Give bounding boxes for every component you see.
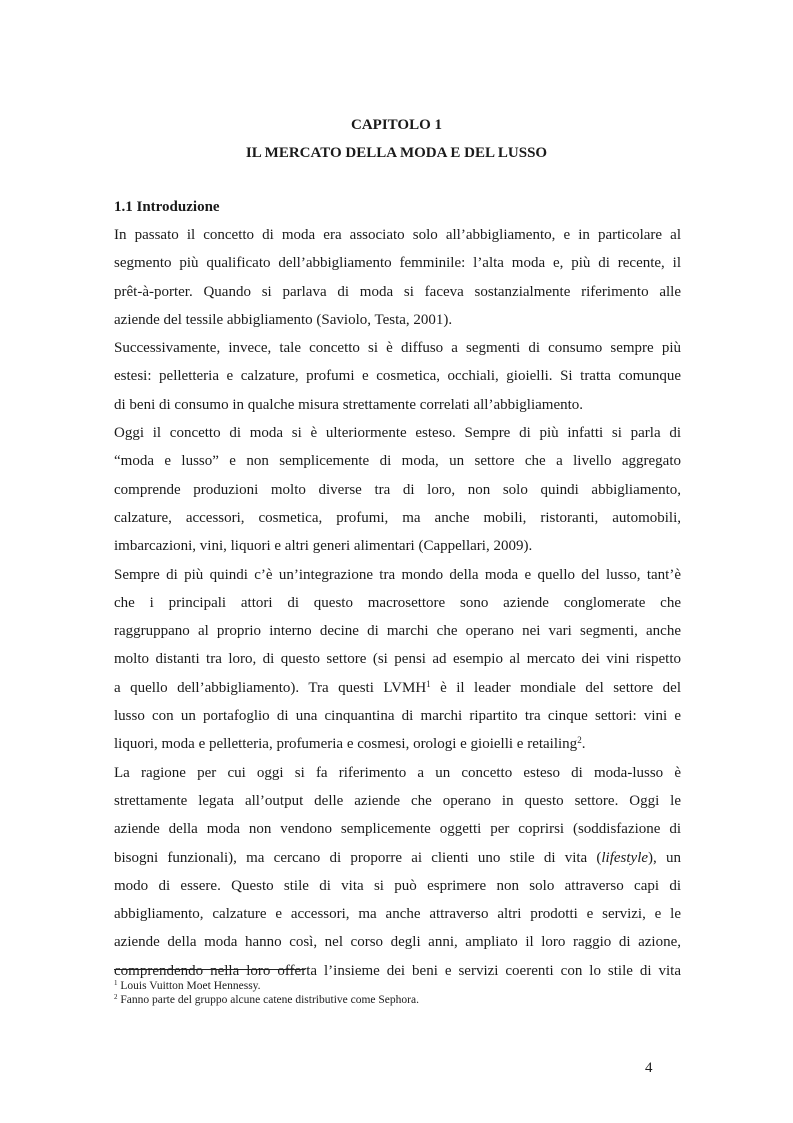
body-line-text: segmento più qualificato dell’abbigliamento femminile: l’alta moda e, più di recente, il [114,255,681,272]
body-line [114,476,681,504]
body-line [114,928,681,956]
emphasis-text: lifestyle [601,849,649,866]
body-line [114,391,681,419]
body-line-text: imbarcazioni, vini, liquori e altri generi alimentari (Cappellari, 2009). [114,538,533,555]
body-line [114,759,681,787]
body-line-text: raggruppano al proprio interno decine di marchi che operano nei vari segmenti, anche [114,623,681,640]
footnote [114,993,419,1007]
body-line-text: è il leader mondiale del settore del [430,679,681,696]
body-line-text: comprendendo nella loro offerta l’insieme dei beni e servizi coerenti con lo stile di vita [114,962,681,979]
body-line [114,787,681,815]
body-line-text: In passato il concetto di moda era associato solo all’abbigliamento, e in particolare al [114,227,681,243]
body-line [114,334,681,362]
chapter-label: CAPITOLO 1 [351,117,442,133]
body-line-text: Successivamente, invece, tale concetto si è diffuso a segmenti di consumo sempre più [114,340,681,357]
body-line [114,249,681,277]
footnote-text: Fanno parte del gruppo alcune catene distributive come Sephora. [117,994,419,1006]
body-line-text: estesi: pelletteria e calzature, profumi e cosmetica, occhiali, gioielli. Si tratta comunque [114,368,681,385]
body-line-text: Sempre di più quindi c’è un’integrazione tra mondo della moda e quello del lusso, tant’è [114,566,681,583]
body-line-text: strettamente legata all’output delle aziende che operano in questo settore. Oggi le [114,792,681,809]
body-line-text: “moda e lusso” e non semplicemente di moda, un settore che a livello aggregato [114,453,681,470]
body-line [114,221,681,249]
footnote-ref: 1 [426,678,431,689]
body-line-text: bisogni funzionali), ma cercano di proporre ai clienti uno stile di vita ( [114,849,602,866]
footnote-text: Louis Vuitton Moet Hennessy. [117,980,261,992]
body-line-text: a quello dell’abbigliamento). Tra questi LVMH [114,679,427,696]
body-line-text: comprende produzioni molto diverse tra di loro, non solo quindi abbigliamento, [114,481,681,498]
body-line-text: . [581,736,586,753]
page-number: 4 [645,1060,653,1076]
body-line [114,561,681,589]
footnote-separator [114,969,305,970]
body-line-text: molto distanti tra loro, di questo settore (si pensi ad esempio al mercato dei vini rispetto [114,651,681,668]
body-line [114,730,681,758]
body-line [114,589,681,617]
body-line-text: aziende della moda hanno così, nel corso degli anni, ampliato il loro raggio di azione, [114,934,681,951]
body-line-text: calzature, accessori, cosmetica, profumi, ma anche mobili, ristoranti, automobili, [114,509,681,526]
body-line-text: abbigliamento, calzature e accessori, ma anche attraverso altri prodotti e servizi, e le [114,906,681,923]
chapter-title: IL MERCATO DELLA MODA E DEL LUSSO [245,145,548,161]
body-line-text: aziende del tessile abbigliamento (Saviolo, Testa, 2001). [114,311,453,328]
section-heading: 1.1 Introduzione [114,199,220,215]
body-line [114,674,681,702]
body-line [114,419,681,447]
body-line-text: modo di essere. Questo stile di vita si può esprimere non solo attraverso capi di [114,877,681,894]
body-line-text: La ragione per cui oggi si fa riferimento a un concetto esteso di moda-lusso è [114,764,681,781]
body-line [114,504,681,532]
footnote-mark: 1 [114,979,118,987]
body-line [114,844,681,872]
body-line [114,872,681,900]
body-line [114,617,681,645]
body-line [114,447,681,475]
footnotes [114,979,419,1007]
body-line [114,278,681,306]
footnote-mark: 2 [114,993,118,1001]
body-line [114,900,681,928]
footnote-ref: 2 [577,735,582,746]
body-line [114,645,681,673]
body-line-text: liquori, moda e pelletteria, profumeria e cosmesi, orologi e gioielli e retailing [114,736,578,753]
body-line-text: aziende della moda non vendono semplicemente oggetti per coprirsi (soddisfazione di [114,821,681,838]
body-line [114,306,681,334]
body-line-text: prêt-à-porter. Quando si parlava di moda si faceva sostanzialmente riferimento alle [114,283,681,300]
body-line-text: lusso con un portafoglio di una cinquantina di marchi ripartito tra cinque settori: vini e [114,708,681,725]
body-text [114,221,681,985]
body-line-text: Oggi il concetto di moda si è ulteriormente esteso. Sempre di più infatti si parla di [114,425,681,442]
body-line [114,362,681,390]
body-line-text: che i principali attori di questo macrosettore sono aziende conglomerate che [114,594,681,611]
body-line [114,815,681,843]
body-line-text: ), un [648,849,681,866]
body-line [114,702,681,730]
body-line-text: di beni di consumo in qualche misura strettamente correlati all’abbigliamento. [114,396,584,413]
body-line [114,532,681,560]
footnote [114,979,419,993]
